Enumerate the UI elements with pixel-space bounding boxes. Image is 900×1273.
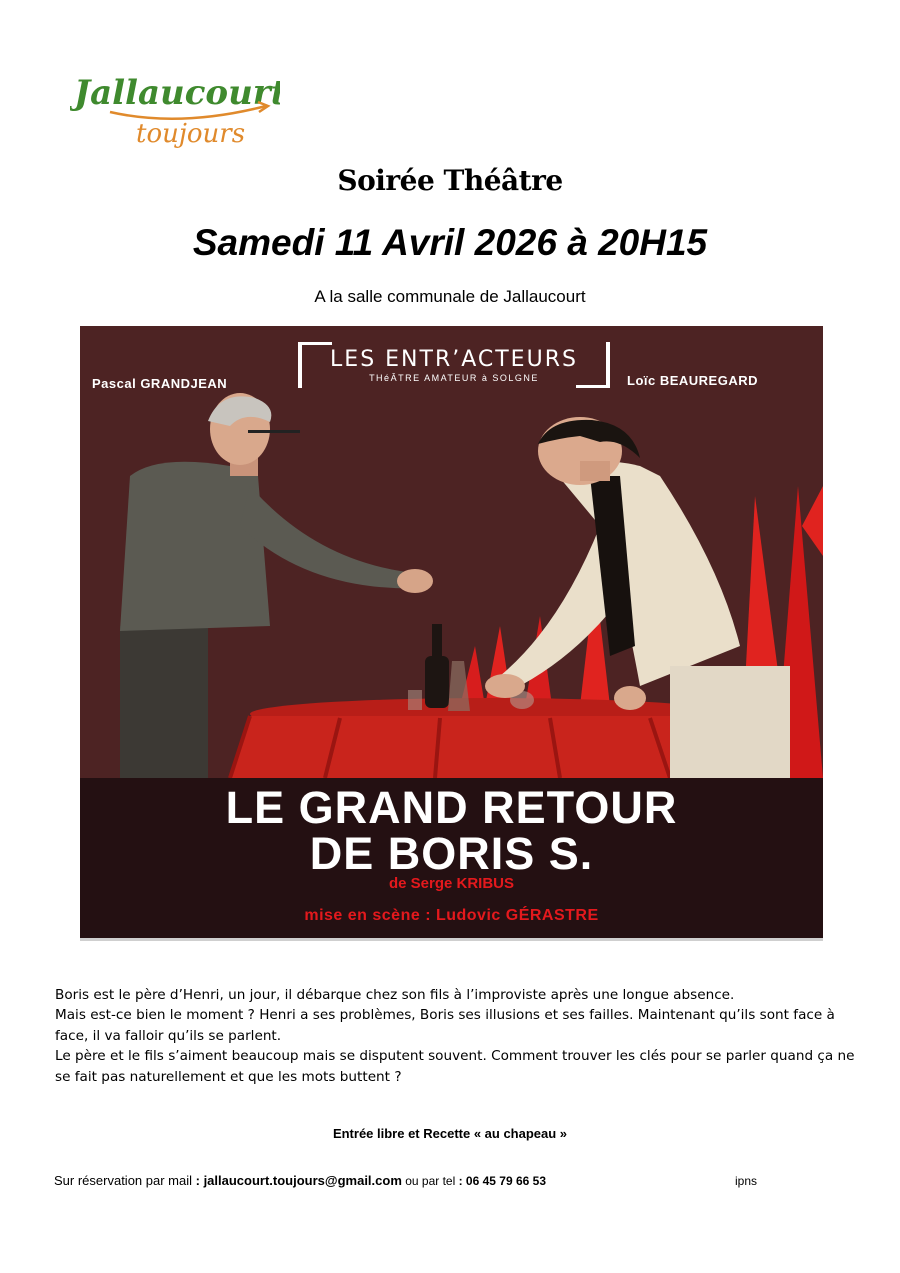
poster-photo (80, 326, 823, 778)
jallaucourt-logo (70, 62, 280, 162)
show-poster (80, 326, 823, 941)
play-director: mise en scène : Ludovic GÉRASTRE (304, 907, 599, 924)
troupe-logo (298, 342, 610, 388)
logo-line1: Jallaucourt (74, 73, 280, 113)
reservation-email[interactable]: : jallaucourt.toujours@gmail.com (195, 1173, 402, 1188)
description-paragraph-2: Mais est-ce bien le moment ? Henri a ses problèmes, Boris ses illusions et ses failles. Maintenant qu’ils sont face à face, il va falloir qu’ils se parlent. (55, 1007, 835, 1044)
reservation-info (54, 1173, 546, 1188)
logo-graphic (70, 62, 280, 162)
actor-right-name: Loïc BEAUREGARD (627, 373, 759, 388)
admission-info: Entrée libre et Recette « au chapeau » (332, 1126, 568, 1141)
event-date: Samedi 11 Avril 2026 à 20H15 (192, 222, 708, 263)
logo-line2: toujours (136, 119, 246, 149)
play-description (55, 985, 855, 1087)
play-title-line2: DE BORIS S. (309, 828, 594, 879)
reservation-phone-prefix: ou par tel (401, 1174, 459, 1188)
event-type-heading: Soirée Théâtre (337, 164, 563, 197)
troupe-name: LES ENTR’ACTEURS (330, 347, 578, 372)
reservation-prefix: Sur réservation par mail (54, 1173, 196, 1188)
ipns-note: ipns (735, 1174, 758, 1188)
play-title-line1: LE GRAND RETOUR (225, 782, 678, 833)
actor-left-name: Pascal GRANDJEAN (92, 376, 228, 391)
poster-bottom-rule (80, 938, 823, 941)
description-paragraph-1: Boris est le père d’Henri, un jour, il débarque chez son fils à l’improviste après une longue absence. (55, 987, 735, 1003)
reservation-phone[interactable]: : 06 45 79 66 53 (458, 1174, 546, 1188)
event-venue: A la salle communale de Jallaucourt (314, 287, 586, 306)
play-author: de Serge KRIBUS (388, 875, 515, 892)
description-paragraph-3: Le père et le fils s’aiment beaucoup mais se disputent souvent. Comment trouver les clés pour se parler quand ça ne se fait pas naturellement et que les mots buttent ? (55, 1048, 855, 1085)
troupe-subtitle: THéÂTRE AMATEUR à SOLGNE (369, 373, 539, 383)
